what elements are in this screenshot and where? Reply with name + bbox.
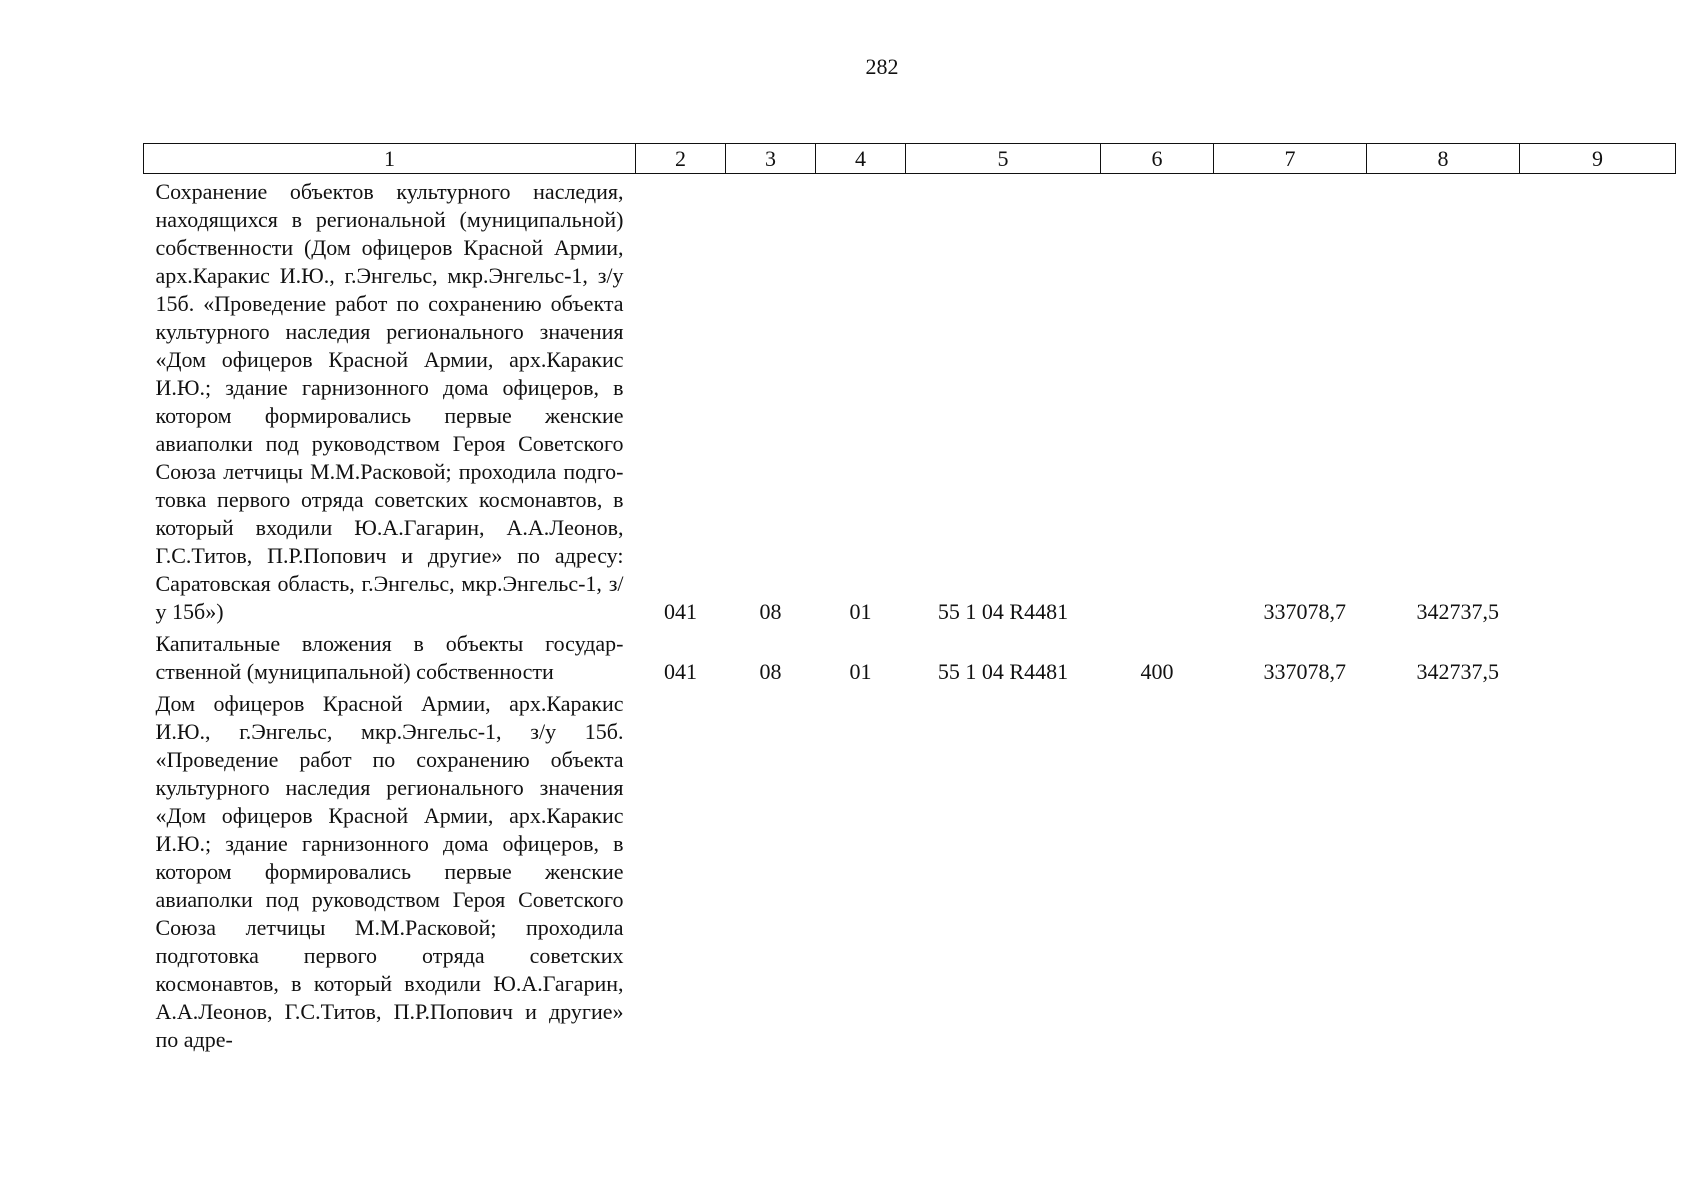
- cell-section: 08: [759, 659, 782, 684]
- cell-amount-col8: [1367, 686, 1520, 1054]
- column-header: 2: [636, 144, 726, 174]
- cell-expense-type: 400: [1140, 659, 1174, 684]
- cell-amount-col9: [1520, 174, 1676, 627]
- cell-target-article: [906, 686, 1101, 1054]
- table-row: [144, 174, 1676, 627]
- cell-amount-col7: 337078,7: [1263, 659, 1346, 684]
- column-header: 9: [1520, 144, 1676, 174]
- cell-subsection: 01: [849, 659, 872, 684]
- cell-amount-col8: 342737,5: [1416, 659, 1499, 684]
- cell-subsection: [816, 686, 906, 1054]
- cell-amount-col7: 337078,7: [1263, 599, 1346, 624]
- table-row: [144, 686, 1676, 1054]
- cell-section: [726, 686, 816, 1054]
- row-description: Капитальные вложения в объекты государственной (муниципальной) собственности: [155, 631, 624, 684]
- column-header: 3: [726, 144, 816, 174]
- column-header: 5: [906, 144, 1101, 174]
- column-header: 6: [1101, 144, 1214, 174]
- cell-amount-col9: [1520, 686, 1676, 1054]
- column-number-header-row: [144, 144, 1676, 174]
- cell-subsection: 01: [849, 599, 872, 624]
- cell-expense-type: [1101, 686, 1214, 1054]
- table-row: [144, 626, 1676, 686]
- row-description: Дом офицеров Красной Армии, арх.Каракис И.Ю., г.Энгельс, мкр.Энгельс-1, з/у 15б. «Проведение работ по сохранению объекта культурного наследия регионального значения «Дом офицеров Красной Армии, арх.Каракис И.Ю.; здание гарнизонного дома офицеров, в котором формировались первые женские авиаполки под руководством Героя Советского Союза летчицы М.М.Расковой; проходила подготовка первого отряда советских космонавтов, в который входили Ю.А.Гагарин, А.А.Леонов, Г.С.Титов, П.Р.Попович и другие» по адре-: [155, 691, 624, 1052]
- cell-amount-col9: [1520, 626, 1676, 686]
- column-header: 7: [1214, 144, 1367, 174]
- row-description: Сохранение объектов культурного наследия, находящихся в региональной (муниципальной) собственности (Дом офицеров Красной Армии, арх.Каракис И.Ю., г.Энгельс, мкр.Энгельс-1, з/у 15б. «Проведение работ по сохранению объекта культурного наследия регионального значения «Дом офицеров Красной Армии, арх.Каракис И.Ю.; здание гарнизонного дома офицеров, в котором формировались первые женские авиаполки под руководством Героя Советского Союза летчицы М.М.Расковой; проходила подготовка первого отряда советских космонавтов, в который входили Ю.А.Гагарин, А.А.Леонов, Г.С.Титов, П.Р.Попович и другие» по адресу: Саратовская область, г.Энгельс, мкр.Энгельс-1, з/у 15б»): [155, 179, 624, 624]
- cell-amount-col7: [1214, 686, 1367, 1054]
- cell-target-article: 55 1 04 R4481: [937, 659, 1069, 684]
- cell-admin-code: 041: [664, 659, 697, 684]
- cell-admin-code: 041: [664, 599, 697, 624]
- cell-section: 08: [759, 599, 782, 624]
- page-number: 282: [865, 54, 899, 79]
- cell-target-article: 55 1 04 R4481: [937, 599, 1069, 624]
- column-header: 8: [1367, 144, 1520, 174]
- cell-admin-code: [636, 686, 726, 1054]
- cell-amount-col8: 342737,5: [1416, 599, 1499, 624]
- column-header: 4: [816, 144, 906, 174]
- budget-table: [143, 143, 1676, 1054]
- cell-expense-type: [1101, 174, 1214, 627]
- column-header: 1: [144, 144, 636, 174]
